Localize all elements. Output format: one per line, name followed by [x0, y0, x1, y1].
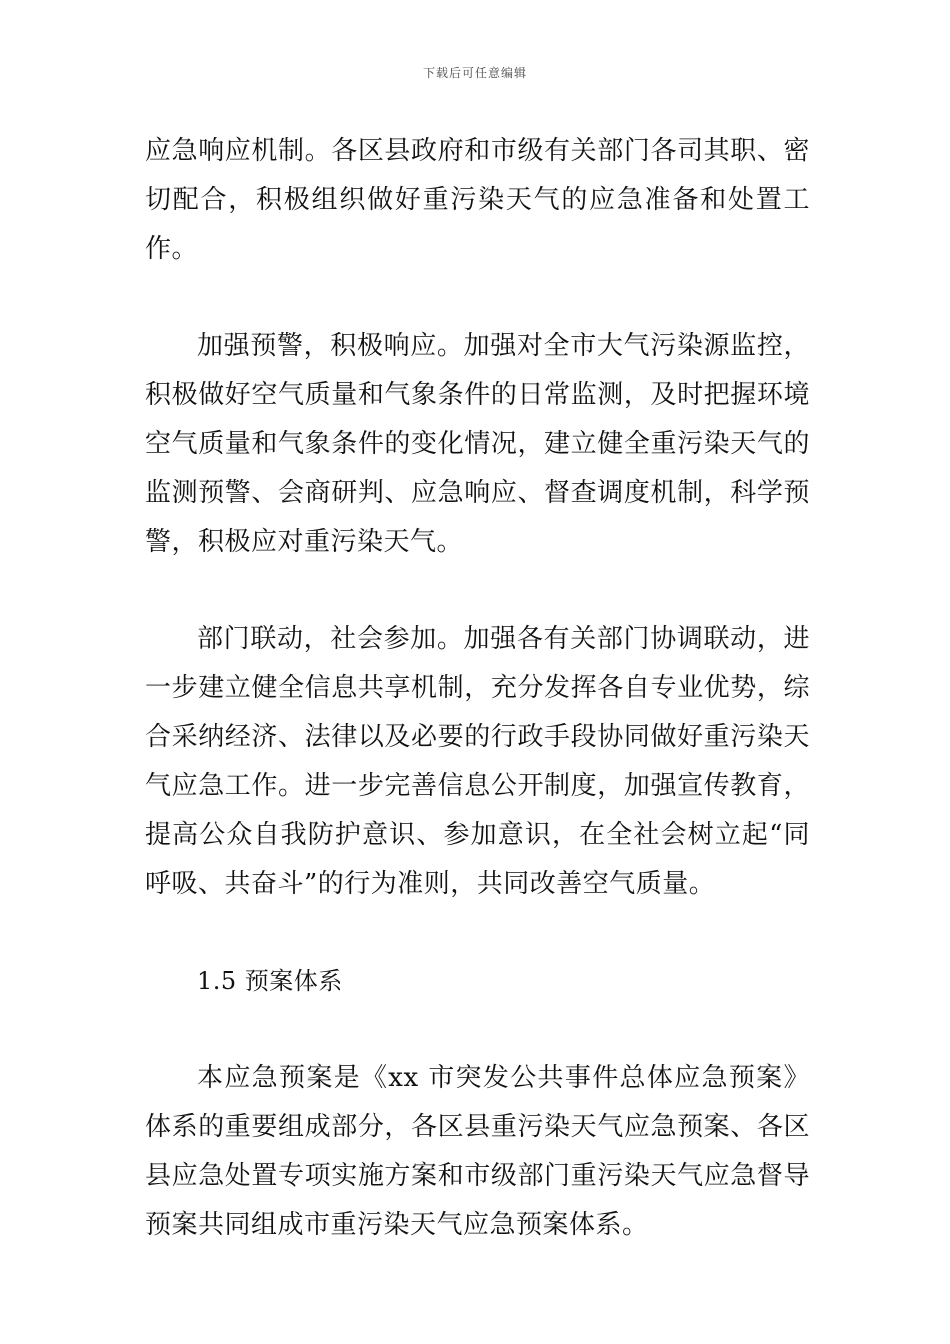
- paragraph-gap: [145, 567, 810, 615]
- paragraph-gap: [145, 1006, 810, 1054]
- paragraph-early-warning: 加强预警，积极响应。加强对全市大气污染源监控，积极做好空气质量和气象条件的日常监测，及时把握环境空气质量和气象条件的变化情况，建立健全重污染天气的监测预警、会商研判、应急响应、督查调度机制，科学预警，积极应对重污染天气。: [145, 331, 810, 557]
- section-body-paragraph: 本应急预案是《xx 市突发公共事件总体应急预案》体系的重要组成部分，各区县重污染天气应急预案、各区县应急处置专项实施方案和市级部门重污染天气应急督导预案共同组成市重污染天气应急预案体系。: [145, 1063, 810, 1240]
- paragraph-gap: [145, 909, 810, 957]
- section-heading: 1.5 预案体系: [197, 967, 343, 995]
- paragraph-continuation: 应急响应机制。各区县政府和市级有关部门各司其职、密切配合，积极组织做好重污染天气的应急准备和处置工作。: [145, 136, 810, 264]
- page-header-note: 下载后可任意编辑: [422, 66, 527, 80]
- document-body: [145, 127, 810, 1250]
- paragraph-department-linkage: 部门联动，社会参加。加强各有关部门协调联动，进一步建立健全信息共享机制，充分发挥各自专业优势，综合采纳经济、法律以及必要的行政手段协同做好重污染天气应急工作。进一步完善信息公开制度，加强宣传教育，提高公众自我防护意识、参加意识，在全社会树立起“同呼吸、共奋斗”的行为准则，共同改善空气质量。: [145, 624, 810, 899]
- paragraph-gap: [145, 274, 810, 322]
